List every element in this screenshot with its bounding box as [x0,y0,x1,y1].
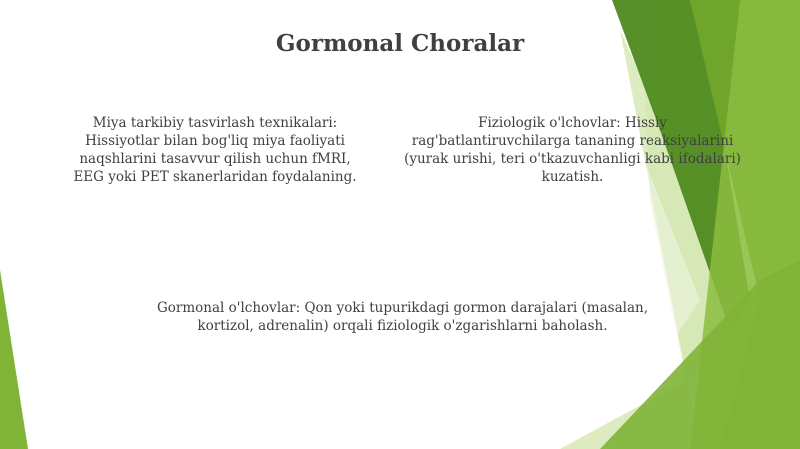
slide-title: Gormonal Choralar [275,30,525,57]
physiological-measures-text: Fiziologik o'lchovlar: Hissiy rag'batlantiruvchilarga tananing reaksiyalarini (yurak urishi, teri o'tkazuvchanligi kabi ifodalari) kuzatish. [404,115,741,185]
left-corner-shape [0,270,28,449]
hormonal-measures-text: Gormonal o'lchovlar: Qon yoki tupurikdagi gormon darajalari (masalan, kortizol, adrenalin) orqali fiziologik o'zgarishlarni baholash. [157,300,648,334]
brain-imaging-text: Miya tarkibiy tasvirlash texnikalari: Hissiyotlar bilan bog'liq miya faoliyati naqshlarini tasavvur qilish uchun fMRI, EEG yoki PET skanerlaridan foydalaning. [73,115,357,185]
